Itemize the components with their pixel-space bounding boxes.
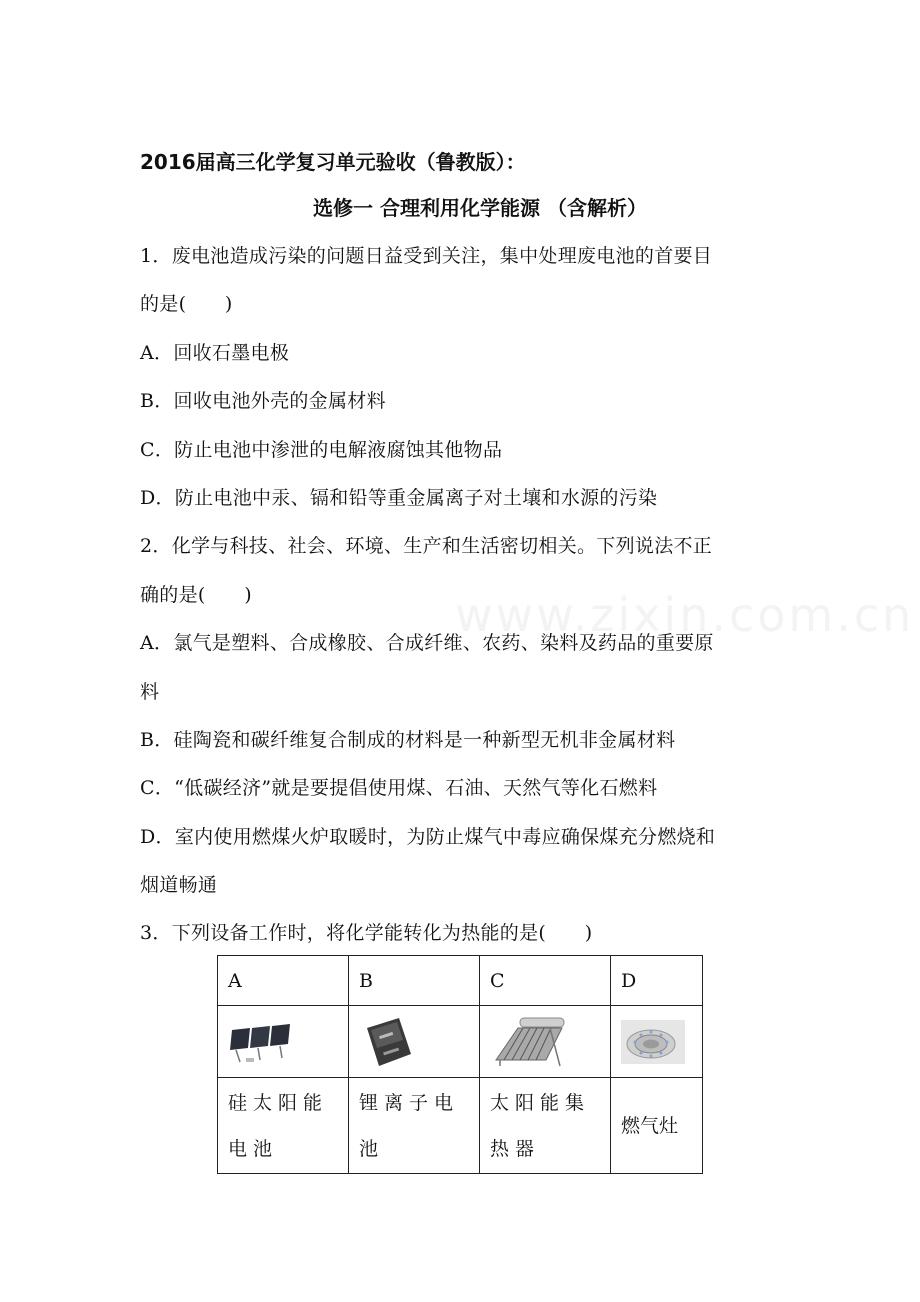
q3-label-b-line2: 池: [358, 1137, 384, 1160]
q3-header-b: B: [348, 956, 479, 1006]
q1-option-b: B．回收电池外壳的金属材料: [140, 390, 386, 413]
gas-stove-icon: [621, 1018, 685, 1066]
q3-label-d: [610, 1078, 702, 1174]
q3-header-d: D: [610, 956, 702, 1006]
doc-title: 2016届高三化学复习单元验收（鲁教版）：: [140, 150, 526, 174]
q1-option-c: C．防止电池中渗泄的电解液腐蚀其他物品: [140, 438, 503, 461]
q3-header-c: C: [479, 956, 610, 1006]
battery-icon: [359, 1014, 419, 1070]
solar-water-heater-icon: [490, 1014, 570, 1070]
q2-option-d-line2: 烟道畅通: [140, 874, 218, 897]
q2-option-a-line1: A．氯气是塑料、合成橡胶、合成纤维、农药、染料及药品的重要原: [140, 632, 714, 655]
q3-header-a: A: [218, 956, 349, 1006]
q3-options-table: [217, 955, 703, 1174]
q3-label-b: [348, 1078, 479, 1174]
q3-label-a: [218, 1078, 349, 1174]
q3-label-c: [479, 1078, 610, 1174]
solar-panel-icon: [228, 1018, 298, 1066]
q3-label-d-line1: 燃气灶: [620, 1114, 678, 1137]
q2-option-c: C．“低碳经济”就是要提倡使用煤、石油、天然气等化石燃料: [140, 777, 658, 800]
document-page: [140, 140, 790, 958]
q1-option-a: A．回收石墨电极: [140, 341, 290, 364]
q3-label-a-line2: 电池: [228, 1137, 279, 1160]
q3-stem: 3．下列设备工作时，将化学能转化为热能的是( ): [140, 922, 593, 945]
q2-option-a-line2: 料: [140, 680, 160, 703]
watermark: www.zixin.com.cn: [455, 588, 915, 642]
q1-option-d: D．防止电池中汞、镉和铅等重金属离子对土壤和水源的污染: [140, 486, 658, 509]
q2-option-b: B．硅陶瓷和碳纤维复合制成的材料是一种新型无机非金属材料: [140, 728, 676, 751]
q3-label-a-line1: 硅太阳能: [228, 1091, 329, 1114]
q2-option-d-line1: D．室内使用燃煤火炉取暖时，为防止煤气中毒应确保煤充分燃烧和: [140, 825, 716, 848]
q3-label-c-line2: 热器: [489, 1137, 540, 1160]
q1-stem-line1: 1．废电池造成污染的问题日益受到关注，集中处理废电池的首要目: [140, 245, 713, 267]
doc-subtitle: 选修一 合理利用化学能源 （含解析）: [313, 196, 647, 220]
q2-stem-line2: 确的是( ): [140, 583, 252, 606]
q2-stem-line1: 2．化学与科技、社会、环境、生产和生活密切相关。下列说法不正: [140, 535, 713, 558]
q1-stem-line2: 的是( ): [140, 293, 233, 316]
q3-label-c-line1: 太阳能集: [489, 1091, 590, 1114]
q3-label-b-line1: 锂离子电: [358, 1091, 459, 1114]
